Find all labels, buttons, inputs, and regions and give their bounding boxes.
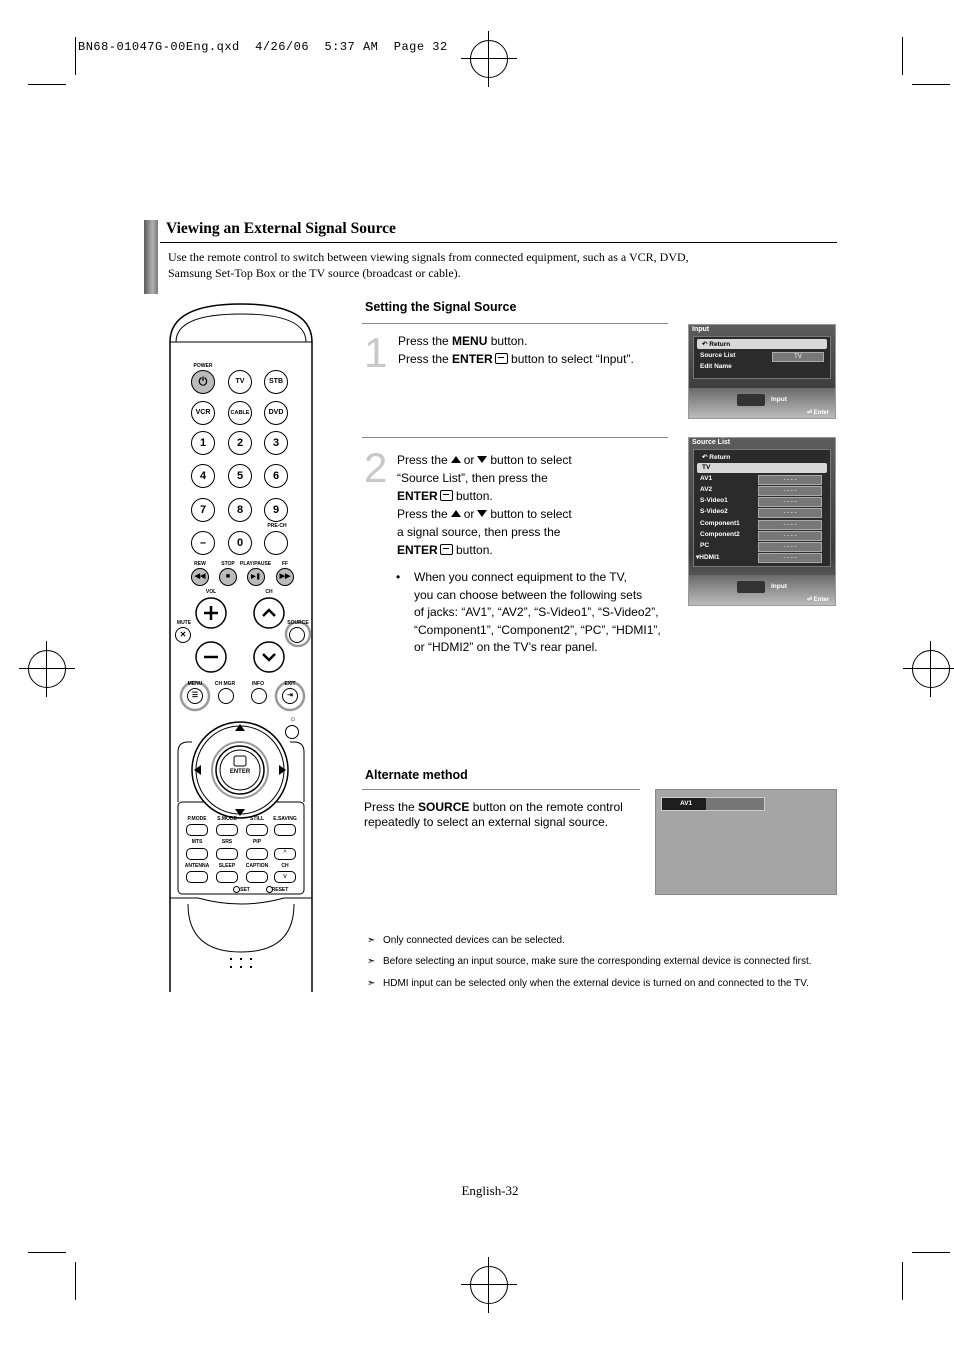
ch-label: CH bbox=[265, 589, 273, 595]
mute-button[interactable] bbox=[175, 627, 191, 643]
setting-rule bbox=[362, 323, 668, 324]
tv-button[interactable]: TV bbox=[228, 370, 252, 394]
registration-mark bbox=[470, 1266, 508, 1304]
bullet-line: you can choose between the following sets bbox=[414, 587, 643, 602]
osd-source-banner bbox=[661, 797, 765, 811]
text: button to select bbox=[490, 507, 572, 521]
remote-control bbox=[168, 302, 314, 994]
alternate-heading: Alternate method bbox=[365, 768, 468, 782]
osd-source-value: - - - - bbox=[758, 475, 822, 485]
osd-source-row[interactable]: Component2 bbox=[700, 531, 740, 538]
up-arrow-icon bbox=[451, 510, 461, 517]
srs-button[interactable] bbox=[216, 848, 238, 860]
section-rule bbox=[160, 242, 837, 243]
osd-title: Input bbox=[692, 326, 710, 333]
osd-source-value: - - - - bbox=[758, 486, 822, 496]
text: Enter bbox=[813, 597, 829, 603]
smode-label: S.MODE bbox=[217, 816, 237, 822]
menu-button[interactable] bbox=[187, 688, 203, 704]
note-text: Only connected devices can be selected. bbox=[383, 935, 565, 946]
osd-row-label: HDMI1 bbox=[699, 554, 720, 561]
ff-label: FF bbox=[281, 561, 289, 567]
osd-row-label: Return bbox=[709, 454, 731, 461]
pip-label: PIP bbox=[252, 839, 262, 845]
step-2-line bbox=[397, 505, 677, 523]
osd-source-value: - - - - bbox=[758, 497, 822, 507]
pmode-label: P.MODE bbox=[187, 816, 207, 822]
fast-forward-icon: ▶▶ bbox=[279, 573, 291, 580]
digit-1-button[interactable]: 1 bbox=[191, 431, 215, 455]
osd-return-row[interactable] bbox=[702, 340, 730, 348]
digit-2-button[interactable]: 2 bbox=[228, 431, 252, 455]
digit-6-button[interactable]: 6 bbox=[264, 464, 288, 488]
step-rule bbox=[362, 437, 668, 438]
crop-mark bbox=[902, 1262, 903, 1300]
crop-mark bbox=[912, 1252, 950, 1253]
text: Press the bbox=[398, 352, 453, 366]
power-icon: ⏻ bbox=[198, 376, 208, 388]
osd-footer bbox=[689, 575, 835, 605]
osd-panel bbox=[693, 449, 831, 567]
text: button. bbox=[487, 334, 528, 348]
stop-icon: ■ bbox=[225, 573, 231, 580]
note-1 bbox=[367, 935, 565, 946]
osd-highlight bbox=[697, 463, 827, 473]
stop-label: STOP bbox=[221, 561, 235, 567]
digit-9-button[interactable]: 9 bbox=[264, 498, 288, 522]
esaving-label: E.SAVING bbox=[273, 816, 297, 822]
text: button to select “Input”. bbox=[507, 352, 634, 366]
still-label: STILL bbox=[250, 816, 264, 822]
dvd-button[interactable]: DVD bbox=[264, 401, 288, 425]
note-text: Before selecting an input source, make sure the corresponding external device is connected first. bbox=[383, 956, 812, 967]
enter-icon: ⏎ bbox=[806, 597, 812, 603]
enter-label: ENTER bbox=[229, 769, 251, 775]
digit-7-button[interactable]: 7 bbox=[191, 498, 215, 522]
osd-title: Source List bbox=[692, 439, 731, 446]
source-key: SOURCE bbox=[418, 800, 470, 814]
note-arrow-icon: ➣ bbox=[367, 935, 376, 946]
digit-3-button[interactable]: 3 bbox=[264, 431, 288, 455]
bullet-marker: • bbox=[396, 570, 401, 584]
registration-mark bbox=[912, 650, 950, 688]
down-arrow-icon bbox=[477, 510, 487, 517]
alternate-line bbox=[364, 800, 644, 815]
crop-mark bbox=[28, 84, 66, 85]
text: Press the bbox=[397, 507, 448, 521]
bullet-line: When you connect equipment to the TV, bbox=[414, 570, 627, 584]
text: button to select bbox=[490, 453, 572, 467]
section-intro bbox=[168, 250, 728, 281]
stop-button[interactable] bbox=[219, 568, 237, 586]
exit-button[interactable] bbox=[282, 688, 298, 704]
step-1-text bbox=[398, 332, 668, 368]
alternate-rule bbox=[362, 789, 640, 790]
intro-line: Samsung Set-Top Box or the TV source (broadcast or cable). bbox=[168, 265, 461, 280]
mts-button[interactable] bbox=[186, 848, 208, 860]
alternate-line: repeatedly to select an external signal source. bbox=[364, 815, 609, 829]
cable-button[interactable]: CABLE bbox=[228, 401, 252, 425]
osd-row-label: Return bbox=[709, 341, 731, 348]
note-3 bbox=[367, 978, 809, 989]
osd-source-value: - - - - bbox=[758, 542, 822, 552]
osd-source-value: - - - - bbox=[758, 520, 822, 530]
text: Enter bbox=[813, 410, 829, 416]
digit-0-button[interactable]: 0 bbox=[228, 531, 252, 555]
osd-source-row[interactable]: AV1 bbox=[700, 475, 713, 482]
enter-key: ENTER bbox=[397, 489, 438, 503]
text: or bbox=[463, 453, 475, 467]
exit-label: EXIT bbox=[284, 681, 296, 687]
osd-footer bbox=[689, 388, 835, 418]
light-icon: ☼ bbox=[289, 714, 297, 723]
step-2-line bbox=[397, 451, 677, 469]
osd-source-list-screen bbox=[688, 437, 836, 606]
crop-mark bbox=[75, 37, 76, 75]
step-1-line-1 bbox=[398, 332, 668, 350]
osd-enter-hint bbox=[807, 409, 829, 416]
osd-source-row[interactable]: Component1 bbox=[700, 520, 740, 527]
osd-source-row[interactable] bbox=[696, 553, 720, 561]
reset-label: RESET bbox=[271, 887, 289, 893]
caption-button[interactable] bbox=[246, 871, 268, 883]
text: Press the bbox=[364, 800, 419, 814]
mute-label: MUTE bbox=[176, 620, 192, 626]
osd-source-row[interactable]: S-Video1 bbox=[700, 497, 728, 504]
digit-4-button[interactable]: 4 bbox=[191, 464, 215, 488]
step-2-text bbox=[397, 451, 677, 559]
vcr-button[interactable]: VCR bbox=[191, 401, 215, 425]
antenna-button[interactable] bbox=[186, 871, 208, 883]
input-device-icon bbox=[737, 394, 765, 406]
enter-key: ENTER bbox=[452, 352, 493, 366]
text: Press the bbox=[398, 334, 453, 348]
down-arrow-icon bbox=[477, 456, 487, 463]
osd-source-value: TV bbox=[772, 352, 824, 362]
info-label: INFO bbox=[252, 681, 264, 687]
osd-source-row[interactable]: AV2 bbox=[700, 486, 713, 493]
pmode-button[interactable] bbox=[186, 824, 208, 836]
rew-button[interactable] bbox=[191, 568, 209, 586]
ch-down-button[interactable]: v bbox=[274, 871, 296, 883]
rew-label: REW bbox=[194, 561, 206, 567]
mts-label: MTS bbox=[191, 839, 203, 845]
power-button[interactable] bbox=[191, 370, 215, 394]
ch2-label: CH bbox=[281, 863, 289, 869]
menu-key: MENU bbox=[452, 334, 488, 348]
ff-button[interactable] bbox=[276, 568, 294, 586]
section-bar bbox=[144, 220, 158, 294]
note-text: HDMI input can be selected only when the external device is turned on and connected to the TV. bbox=[383, 978, 809, 989]
power-label: POWER bbox=[193, 363, 213, 369]
dash-button[interactable]: – bbox=[191, 531, 215, 555]
bullet-line: “Component1”, “Component2”, “PC”, “HDMI1”, bbox=[414, 622, 661, 637]
enter-icon: ⏎ bbox=[806, 410, 812, 416]
source-label: SOURCE bbox=[287, 620, 309, 626]
light-button[interactable] bbox=[285, 725, 299, 739]
note-arrow-icon: ➣ bbox=[367, 956, 376, 967]
enter-icon bbox=[440, 490, 453, 501]
digit-8-button[interactable]: 8 bbox=[228, 498, 252, 522]
rewind-icon: ◀◀ bbox=[194, 573, 206, 580]
menu-icon: ☰ bbox=[191, 692, 199, 699]
step-2-number: 2 bbox=[364, 444, 388, 491]
text: or bbox=[463, 507, 475, 521]
step-1-line-2 bbox=[398, 350, 668, 368]
text: button on the remote control bbox=[469, 800, 623, 814]
play-pause-button[interactable] bbox=[247, 568, 265, 586]
intro-line: Use the remote control to switch between viewing signals from connected equipment, such as a VCR, DVD, bbox=[168, 250, 689, 264]
page-number: English-32 bbox=[461, 1183, 519, 1198]
crop-mark bbox=[75, 1262, 76, 1300]
step-2-line: “Source List”, then press the bbox=[397, 471, 548, 485]
note-2 bbox=[367, 956, 812, 967]
osd-av1-screen bbox=[655, 789, 837, 895]
osd-footer-label: Input bbox=[771, 396, 787, 403]
esaving-button[interactable] bbox=[274, 824, 296, 836]
osd-footer-label: Input bbox=[771, 583, 787, 590]
osd-panel bbox=[693, 336, 831, 379]
section-title: Viewing an External Signal Source bbox=[166, 220, 396, 237]
setting-heading: Setting the Signal Source bbox=[365, 300, 517, 314]
antenna-label: ANTENNA bbox=[184, 863, 210, 869]
return-icon: ↶ bbox=[702, 454, 708, 461]
stb-button[interactable]: STB bbox=[264, 370, 288, 394]
text: Press the bbox=[397, 453, 448, 467]
osd-input-screen bbox=[688, 324, 836, 419]
osd-source-list-row[interactable]: Source List bbox=[700, 352, 736, 359]
menu-label: MENU bbox=[187, 681, 203, 687]
step-2-line bbox=[397, 487, 677, 505]
bullet-text bbox=[414, 569, 684, 657]
ch-up-button[interactable]: ^ bbox=[274, 848, 296, 860]
enter-icon bbox=[440, 544, 453, 555]
step-1-number: 1 bbox=[364, 329, 388, 376]
print-header: BN68-01047G-00Eng.qxd 4/26/06 5:37 AM Page 32 bbox=[78, 40, 448, 54]
osd-enter-hint bbox=[807, 596, 829, 603]
osd-source-row[interactable]: S-Video2 bbox=[700, 508, 728, 515]
step-2-line: a signal source, then press the bbox=[397, 525, 561, 539]
prech-label: PRE-CH bbox=[267, 523, 287, 529]
return-icon: ↶ bbox=[702, 341, 708, 348]
source-button[interactable] bbox=[289, 627, 305, 643]
still-button[interactable] bbox=[246, 824, 268, 836]
note-arrow-icon: ➣ bbox=[367, 978, 376, 989]
alternate-text bbox=[364, 800, 644, 830]
up-arrow-icon bbox=[451, 456, 461, 463]
osd-source-value: - - - - bbox=[758, 531, 822, 541]
playpause-label: PLAY/PAUSE bbox=[240, 561, 272, 567]
text: button. bbox=[452, 543, 493, 557]
enter-key: ENTER bbox=[397, 543, 438, 557]
ch-mgr-button[interactable] bbox=[218, 688, 234, 704]
input-device-icon bbox=[737, 581, 765, 593]
play-pause-icon: ▶❚ bbox=[251, 574, 261, 580]
pip-button[interactable] bbox=[246, 848, 268, 860]
scroll-down-icon: ▾ bbox=[696, 554, 700, 561]
step-2-line bbox=[397, 541, 677, 559]
vol-label: VOL bbox=[205, 589, 217, 595]
osd-source-value: - - - - bbox=[758, 553, 822, 563]
osd-av1-label: AV1 bbox=[662, 798, 706, 810]
set-label: SET bbox=[240, 887, 250, 893]
bullet-line: of jacks: “AV1”, “AV2”, “S-Video1”, “S-Video2”, bbox=[414, 605, 659, 619]
osd-source-row[interactable]: PC bbox=[700, 542, 710, 549]
exit-icon: ⇥ bbox=[287, 692, 293, 699]
sleep-button[interactable] bbox=[216, 871, 238, 883]
crop-mark bbox=[902, 37, 903, 75]
enter-icon bbox=[495, 353, 508, 364]
crop-mark bbox=[28, 1252, 66, 1253]
registration-mark bbox=[470, 40, 508, 78]
pre-ch-button[interactable] bbox=[264, 531, 288, 555]
info-button[interactable] bbox=[251, 688, 267, 704]
osd-selected-row[interactable]: TV bbox=[702, 464, 711, 471]
osd-return-row[interactable] bbox=[702, 453, 730, 461]
sleep-label: SLEEP bbox=[218, 863, 236, 869]
bullet-line: or “HDMI2” on the TV’s rear panel. bbox=[414, 640, 598, 654]
caption-label: CAPTION bbox=[245, 863, 269, 869]
crop-mark bbox=[912, 84, 950, 85]
registration-mark bbox=[28, 650, 66, 688]
osd-source-value: - - - - bbox=[758, 508, 822, 518]
text: button. bbox=[452, 489, 493, 503]
smode-button[interactable] bbox=[216, 824, 238, 836]
mute-icon: ✕ bbox=[179, 630, 187, 639]
digit-5-button[interactable]: 5 bbox=[228, 464, 252, 488]
osd-edit-name-row[interactable]: Edit Name bbox=[700, 363, 732, 370]
chmgr-label: CH MGR bbox=[214, 681, 236, 687]
srs-label: SRS bbox=[221, 839, 233, 845]
